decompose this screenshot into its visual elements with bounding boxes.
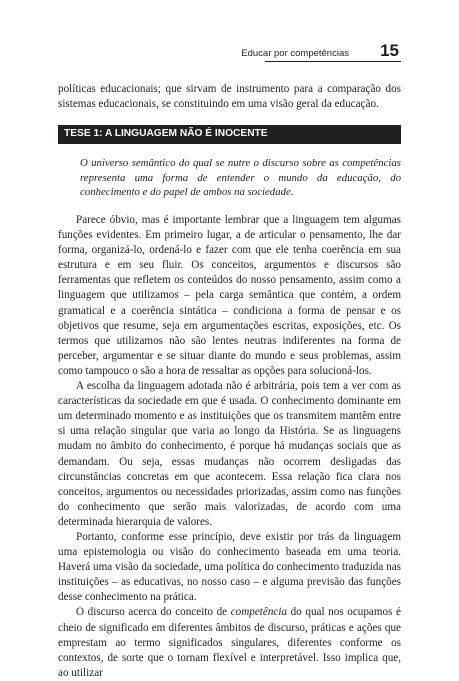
paragraph: Parece óbvio, mas é importante lembrar que a linguagem tem algumas funções evidentes. Em primeiro lugar, a de articular o pensamento, lhe dar forma, organizá-lo, ordená-lo e fazer com que ele tenha coerência em sua estrutura e em seu fluir. Os conceitos, argumentos e discursos são ferramentas que refletem os conteúdos do nosso pensamento, assim como a linguagem que utilizamos – pela carga semântica que contém, a ordem gramatical e a coerência sintática – condiciona a forma de pensar e os objetivos que resume, seja em argumentações escritas, exposições, etc. Os termos que utilizamos não são lentes neutras indiferentes na forma de perceber, argumentar e se situar diante do mundo e seus problemas, assim como tampouco o são a hora de ressaltar as opções para solucioná-los. [58,214,401,377]
emphasized-term: competência [230,606,287,619]
running-title: Educar por competências [241,48,349,59]
paragraph: políticas educacionais; que sirvam de instrumento para a comparação dos sistemas educacionais, se constituindo em uma visão geral da educação. [58,83,401,111]
paragraph: A escolha da linguagem adotada não é arbitrária, pois tem a ver com as características da sociedade em que é usada. O conhecimento dominante em um determinado momento e as instituições que os transmitem mantêm entre si uma relação singular que varia ao longo da História. Se as linguagens mudam no âmbito do conhecimento, é porque há mudanças sociais que as demandam. Ou seja, essas mudanças não ocorrem desligadas das circunstâncias concretas em que acontecem. Essa relação fica clara nos conceitos, argumentos ou necessidades priorizadas, assim como nas funções do conhecimento que serão mais valorizadas, de acordo com uma determinada hierarquia de valores. [58,380,401,528]
paragraph-text: O discurso acerca do conceito de [76,606,231,619]
paragraph: Portanto, conforme esse princípio, deve existir por trás da linguagem uma epistemologia ou visão do conhecimento baseada em uma teoria. Haverá uma visão da sociedade, uma política do conhecimento traduzida nas instituições – as educativas, no nosso caso – e alguma previsão das funções desse conhecimento na prática. [58,530,401,604]
paragraph [58,605,401,680]
main-body [58,213,401,681]
page-number: 15 [380,41,399,60]
continued-paragraph [58,82,401,112]
running-header [0,0,459,90]
paragraph-text: do qual nos ocupamos é cheio de significado em diferentes âmbitos de discurso, práticas e ações que emprestam ao termo significados singulares, diferentes conforme os contextos, de sorte que o tornam flexível e interpretável. Isso implica que, ao utilizar [58,606,401,679]
section-heading-bar [58,125,401,144]
header-rule [265,61,401,62]
epigraph: O universo semântico do qual se nutre o discurso sobre as competências representa uma forma de entender o mundo da educação, do conhecimento e do papel de ambos na sociedade. [80,157,401,199]
section-title: TESE 1: A LINGUAGEM NÃO É INOCENTE [64,128,268,139]
